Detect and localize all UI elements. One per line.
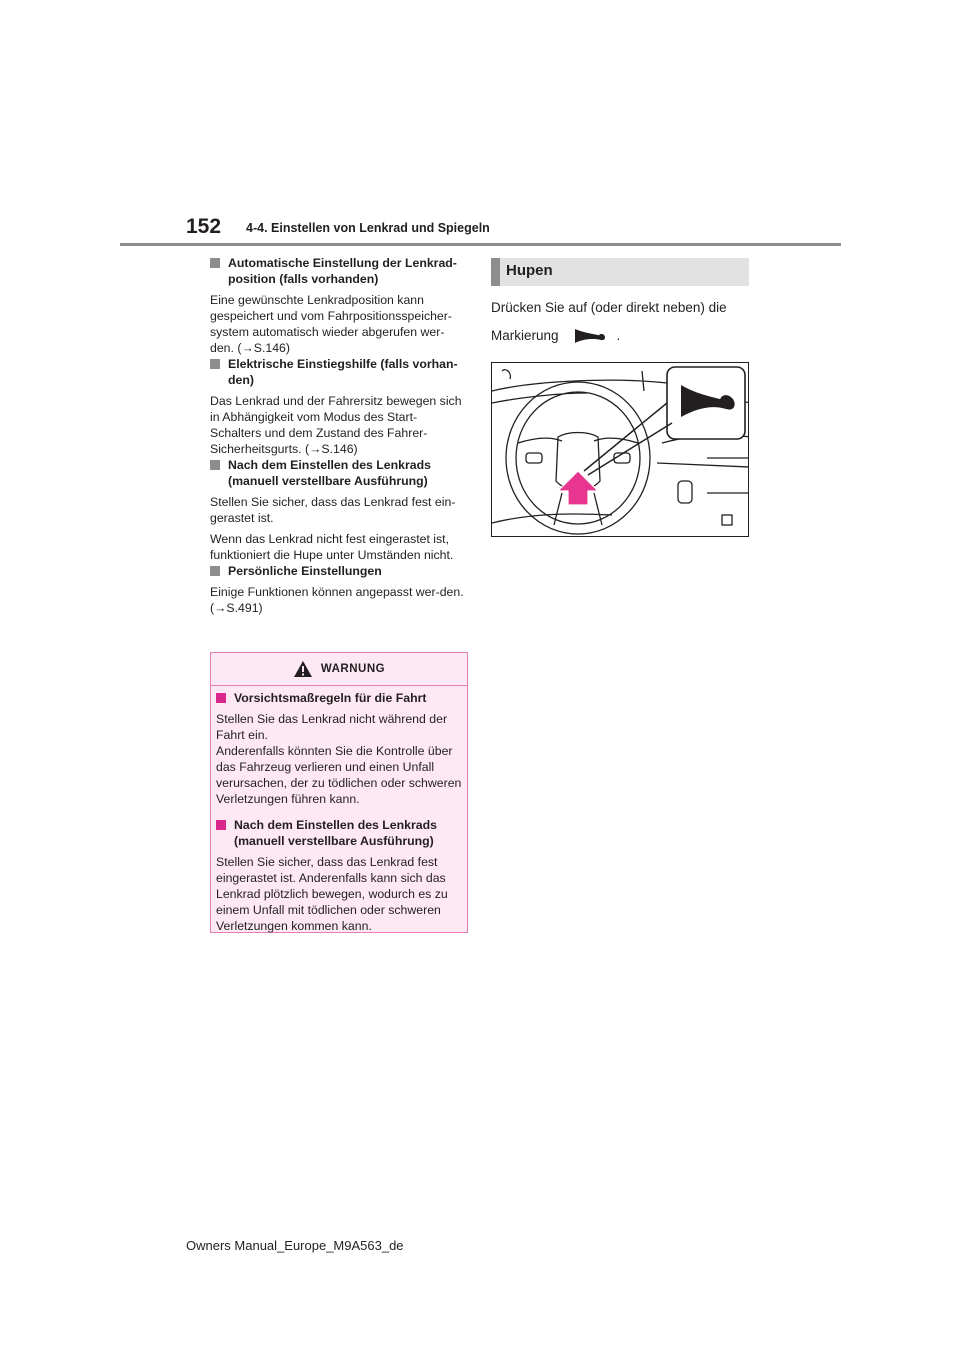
warning-box (210, 652, 468, 933)
page-number: 152 (186, 215, 222, 238)
square-bullet-icon (216, 820, 226, 830)
square-bullet-icon (216, 693, 226, 703)
subheading: Elektrische Einstiegshilfe (falls vorhan-den) (210, 356, 468, 388)
paragraph: Wenn das Lenkrad nicht fest eingerastet ist, funktioniert die Hupe unter Umständen nicht. (210, 532, 454, 562)
subheading: Persönliche Einstellungen (210, 563, 468, 579)
steering-wheel-illustration (491, 362, 749, 537)
section-heading-text: Hupen (506, 262, 553, 279)
horn-icon (571, 326, 609, 346)
warning-body (211, 690, 467, 934)
warning-block-driving (216, 690, 463, 807)
footer-text: Owners Manual_Europe_M9A563_de (186, 1238, 404, 1253)
warning-title: WARNUNG (320, 663, 386, 675)
steering-wheel-drawing (492, 363, 749, 537)
square-bullet-icon (210, 359, 220, 369)
left-column (210, 255, 468, 616)
paragraph: Anderenfalls könnten Sie die Kontrolle über das Fahrzeug verlieren und einen Unfall verursachen, der zu tödlichen oder schweren Verletzungen führen kann. (216, 744, 462, 806)
paragraph: Stellen Sie das Lenkrad nicht während der Fahrt ein. (216, 712, 448, 742)
square-bullet-icon (210, 566, 220, 576)
mark-period: . (616, 328, 621, 343)
square-bullet-icon (210, 258, 220, 268)
subheading: Vorsichtsmaßregeln für die Fahrt (216, 690, 463, 706)
section-heading-horn (491, 258, 749, 286)
block-auto-adjust (210, 255, 468, 356)
instruction-text: Drücken Sie auf (oder direkt neben) die (491, 300, 727, 315)
section-title: 4-4. Einstellen von Lenkrad und Spiegeln (246, 221, 490, 235)
warning-block-after-adjust (216, 817, 463, 934)
subheading: Nach dem Einstellen des Lenkrads (manuell verstellbare Ausführung) (210, 457, 468, 489)
heading-bar (491, 258, 500, 286)
square-bullet-icon (210, 460, 220, 470)
subheading: Nach dem Einstellen des Lenkrads (manuell verstellbare Ausführung) (216, 817, 463, 849)
block-after-adjust (210, 457, 468, 563)
paragraph: Stellen Sie sicher, dass das Lenkrad fest eingerastet ist. Anderenfalls kann sich das Lenkrad plötzlich bewegen, wodurch es zu einem Unfall mit tödlichen oder schweren Verletzungen kommen kann. (216, 855, 448, 933)
paragraph: Das Lenkrad und der Fahrersitz bewegen sich in Abhängigkeit vom Modus des Start-Schalters und dem Zustand des Fahrer-Sicherheitsgurts. (→S.146) (210, 394, 462, 456)
paragraph: Eine gewünschte Lenkradposition kann gespeichert und vom Fahrpositionsspeicher-system automatisch wieder abgerufen wer-den. (→S.146) (210, 293, 452, 355)
warning-triangle-icon (293, 660, 313, 678)
mark-label: Markierung (491, 328, 559, 343)
paragraph: Einige Funktionen können angepasst wer-den. (→S.491) (210, 585, 464, 615)
block-personal-settings (210, 563, 468, 616)
subheading: Automatische Einstellung der Lenkrad-position (falls vorhanden) (210, 255, 468, 287)
header-divider (120, 243, 841, 246)
block-easy-access (210, 356, 468, 457)
warning-header (211, 653, 467, 686)
paragraph: Stellen Sie sicher, dass das Lenkrad fest ein-gerastet ist. (210, 495, 456, 525)
mark-line (491, 326, 620, 346)
